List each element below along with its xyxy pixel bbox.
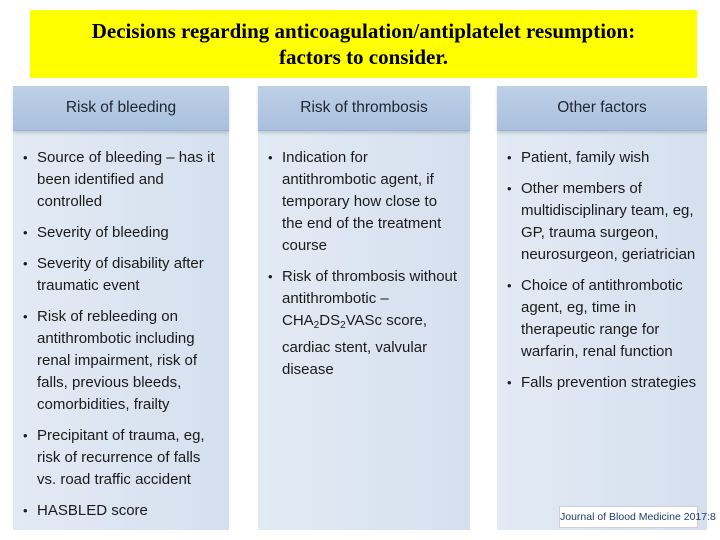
list-item: • Falls prevention strategies (507, 372, 699, 394)
bullet-icon: • (507, 181, 512, 196)
bullet-icon: • (23, 150, 28, 165)
column-risk-of-thrombosis (258, 86, 470, 530)
list-item: • HASBLED score (23, 500, 221, 522)
bullet-icon: • (507, 150, 512, 165)
list-item: • Source of bleeding – has it been identified and controlled (23, 149, 215, 210)
column-other-factors (497, 86, 707, 530)
column-header: Risk of bleeding (13, 86, 229, 131)
bullet-icon: • (507, 278, 512, 293)
list-item: • Other members of multidisciplinary team, eg, GP, trauma surgeon, neurosurgeon, geriatrician (507, 180, 696, 263)
title-line-2: factors to consider. (279, 45, 448, 69)
bullet-list (497, 131, 707, 394)
list-item: • Risk of thrombosis without antithrombotic – $CHA_2DS_2VASc$ score, cardiac stent, valvular disease (268, 268, 458, 378)
bullet-icon: • (23, 428, 28, 443)
bullet-icon: • (23, 309, 28, 324)
title-banner (30, 10, 697, 78)
bullet-icon: • (23, 225, 28, 240)
list-item: • Precipitant of trauma, eg, risk of recurrence of falls vs. road traffic accident (23, 427, 205, 488)
list-item: • Severity of bleeding (23, 222, 221, 244)
bullet-icon: • (23, 256, 28, 271)
bullet-icon: • (268, 150, 273, 165)
bullet-icon: • (23, 503, 28, 518)
bullet-icon: • (507, 375, 512, 390)
list-item: • Patient, family wish (507, 147, 699, 169)
column-header: Risk of thrombosis (258, 86, 470, 131)
list-item: • Risk of rebleeding on antithrombotic including renal impairment, risk of falls, previous bleeds, comorbidities, frailty (23, 308, 198, 413)
list-item: • Indication for antithrombotic agent, if temporary how close to the end of the treatment course (268, 149, 442, 254)
bullet-icon: • (268, 269, 273, 284)
list-item: • Severity of disability after traumatic event (23, 255, 204, 294)
journal-citation: Journal of Blood Medicine 2017:8 (559, 506, 698, 528)
list-item: • Choice of antithrombotic agent, eg, time in therapeutic range for warfarin, renal function (507, 277, 683, 360)
column-header: Other factors (497, 86, 707, 131)
bullet-list (13, 131, 229, 522)
title-line-1: Decisions regarding anticoagulation/antiplatelet resumption: (91, 18, 636, 43)
column-risk-of-bleeding (13, 86, 229, 530)
bullet-list (258, 131, 470, 381)
